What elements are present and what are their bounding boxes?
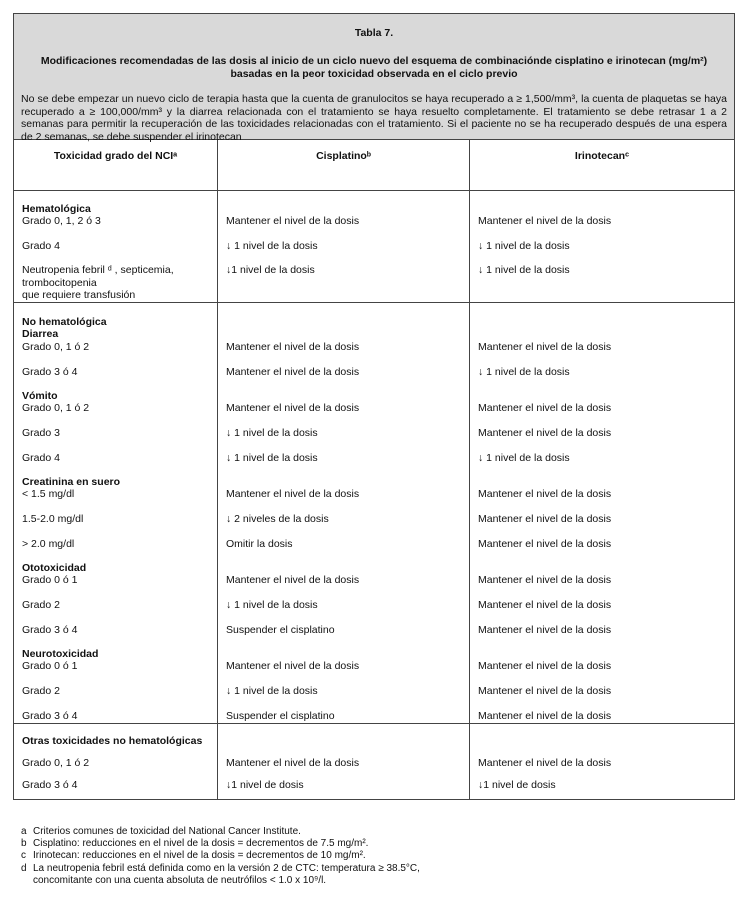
hemato-cisplatin (218, 191, 470, 302)
others-labels (14, 724, 218, 799)
row-label: 1.5-2.0 mg/dl (22, 513, 84, 525)
irinotecan-value: Mantener el nivel de la dosis (478, 341, 612, 353)
irinotecan-value: Mantener el nivel de la dosis (478, 215, 612, 227)
footnote-key: c (21, 850, 26, 862)
irinotecan-value: Mantener el nivel de la dosis (478, 624, 612, 636)
subsection-heading: Neurotoxicidad (22, 648, 99, 660)
row-label: Grado 3 ó 4 (22, 624, 78, 636)
irinotecan-value: Mantener el nivel de la dosis (478, 488, 612, 500)
footnote-text: concomitante con una cuenta absoluta de neutrófilos < 1.0 x 10⁹/l. (33, 874, 327, 886)
column-headers (14, 140, 734, 191)
irinotecan-value: ↓1 nivel de dosis (478, 779, 556, 791)
row-label: Grado 3 ó 4 (22, 779, 78, 791)
subsection-heading: Vómito (22, 390, 58, 402)
row-label: Grado 3 ó 4 (22, 710, 78, 722)
row-label: Grado 0, 1 ó 2 (22, 341, 90, 353)
subsection-heading: Ototoxicidad (22, 562, 87, 574)
row-label: < 1.5 mg/dl (22, 488, 75, 500)
footnote (21, 863, 420, 875)
row-label: Grado 0, 1 ó 2 (22, 757, 90, 769)
row-label: Grado 4 (22, 240, 60, 252)
cisplatin-value: ↓ 1 nivel de la dosis (226, 599, 318, 611)
table-note: No se debe empezar un nuevo ciclo de terapia hasta que la cuenta de granulocitos se haya recuperado a ≥ 1,500/mm³, la cuenta de plaquetas se haya recuperado a ≥ 100,000/mm³ y la diarrea relacionada con el tratamiento se haya resuelto completamente. El tratamiento se debe retrasar 1 a 2 semanas para permitir la recuperación de las toxicidades relacionadas con el tratamiento. Si el paciente no se ha recuperado después de una espera de 2 semanas, se debe suspender el irinotecan (21, 93, 727, 143)
irinotecan-value: Mantener el nivel de la dosis (478, 710, 612, 722)
table-header-block (14, 14, 734, 143)
footnote-key: b (21, 838, 27, 850)
section-non-hematologic (14, 303, 734, 724)
irinotecan-value: Mantener el nivel de la dosis (478, 402, 612, 414)
others-cisplatin (218, 724, 470, 799)
cisplatin-value: Omitir la dosis (226, 538, 293, 550)
irinotecan-value: ↓ 1 nivel de la dosis (478, 240, 570, 252)
row-label: que requiere transfusión (22, 289, 136, 301)
section-heading: Hematológica (22, 203, 91, 215)
table-subtitle: Modificaciones recomendadas de las dosis al inicio de un ciclo nuevo del esquema de combinaciónde cisplatino e irinotecan (mg/m²) basadas en la peor toxicidad observada en el ciclo previo (40, 55, 708, 80)
nonhemato-labels (14, 303, 218, 723)
footnote-key: d (21, 862, 27, 874)
cisplatin-value: Mantener el nivel de la dosis (226, 660, 360, 672)
col-header-cisplatin: Cisplatinoᵇ (218, 140, 470, 190)
footnote-text: La neutropenia febril está definida como en la versión 2 de CTC: temperatura ≥ 38.5°C, (33, 862, 420, 874)
cisplatin-value: ↓ 2 niveles de la dosis (226, 513, 329, 525)
row-label: Grado 2 (22, 685, 60, 697)
col-header-toxicity: Toxicidad grado del NCIᵃ (14, 140, 218, 190)
row-label: > 2.0 mg/dl (22, 538, 75, 550)
cisplatin-value: Mantener el nivel de la dosis (226, 215, 360, 227)
footnote (21, 850, 420, 862)
cisplatin-value: Mantener el nivel de la dosis (226, 366, 360, 378)
irinotecan-value: Mantener el nivel de la dosis (478, 660, 612, 672)
section-hematologic (14, 191, 734, 303)
row-label: Grado 0 ó 1 (22, 660, 78, 672)
others-irinotecan (470, 724, 734, 799)
cisplatin-value: Suspender el cisplatino (226, 624, 335, 636)
row-label: Grado 2 (22, 599, 60, 611)
cisplatin-value: ↓ 1 nivel de la dosis (226, 427, 318, 439)
irinotecan-value: Mantener el nivel de la dosis (478, 574, 612, 586)
irinotecan-value: Mantener el nivel de la dosis (478, 427, 612, 439)
row-label: Grado 0, 1, 2 ó 3 (22, 215, 101, 227)
col-header-irinotecan: Irinotecanᶜ (574, 150, 630, 162)
irinotecan-value: Mantener el nivel de la dosis (478, 757, 612, 769)
cisplatin-value: Mantener el nivel de la dosis (226, 488, 360, 500)
irinotecan-value: ↓ 1 nivel de la dosis (478, 366, 570, 378)
footnote-text: Cisplatino: reducciones en el nivel de la dosis = decrementos de 7.5 mg/m². (33, 838, 369, 850)
subsection-heading: Diarrea (22, 328, 59, 340)
row-label: Neutropenia febril ᵈ , septicemia, (22, 264, 174, 276)
footnote-key: a (21, 826, 27, 837)
cisplatin-value: ↓ 1 nivel de la dosis (226, 240, 318, 252)
hemato-labels (14, 191, 218, 302)
section-heading: Otras toxicidades no hematológicas (22, 735, 203, 747)
table-title: Tabla 7. (354, 27, 394, 39)
section-other-toxicities (14, 724, 734, 799)
footnote (21, 838, 420, 850)
row-label: Grado 0 ó 1 (22, 574, 78, 586)
dose-modification-table (13, 13, 735, 800)
cisplatin-value: ↓ 1 nivel de la dosis (226, 452, 318, 464)
section-heading: No hematológica (22, 316, 107, 328)
row-label: Grado 3 ó 4 (22, 366, 78, 378)
cisplatin-value: Mantener el nivel de la dosis (226, 757, 360, 769)
footnote-text: Irinotecan: reducciones en el nivel de la dosis = decrementos de 10 mg/m². (33, 850, 366, 862)
footnote (21, 875, 420, 887)
cisplatin-value: Mantener el nivel de la dosis (226, 341, 360, 353)
cisplatin-value: Mantener el nivel de la dosis (226, 402, 360, 414)
irinotecan-value: Mantener el nivel de la dosis (478, 513, 612, 525)
row-label: trombocitopenia (22, 277, 97, 289)
row-label: Grado 0, 1 ó 2 (22, 402, 90, 414)
irinotecan-value: ↓ 1 nivel de la dosis (478, 452, 570, 464)
footnote-text: Criterios comunes de toxicidad del National Cancer Institute. (33, 826, 301, 837)
cisplatin-value: ↓1 nivel de dosis (226, 779, 304, 791)
footnotes (21, 826, 420, 887)
cisplatin-value: Suspender el cisplatino (226, 710, 335, 722)
irinotecan-value: Mantener el nivel de la dosis (478, 538, 612, 550)
irinotecan-value: Mantener el nivel de la dosis (478, 685, 612, 697)
cisplatin-value: Mantener el nivel de la dosis (226, 574, 360, 586)
nonhemato-cisplatin (218, 303, 470, 723)
footnote-key (21, 875, 33, 887)
irinotecan-value: ↓ 1 nivel de la dosis (478, 264, 570, 276)
subsection-heading: Creatinina en suero (22, 476, 121, 488)
cisplatin-value: ↓ 1 nivel de la dosis (226, 685, 318, 697)
nonhemato-irinotecan (470, 303, 734, 723)
cisplatin-value: ↓1 nivel de la dosis (226, 264, 315, 276)
row-label: Grado 3 (22, 427, 60, 439)
footnote (21, 826, 420, 838)
hemato-irinotecan (470, 191, 734, 302)
row-label: Grado 4 (22, 452, 60, 464)
irinotecan-value: Mantener el nivel de la dosis (478, 599, 612, 611)
